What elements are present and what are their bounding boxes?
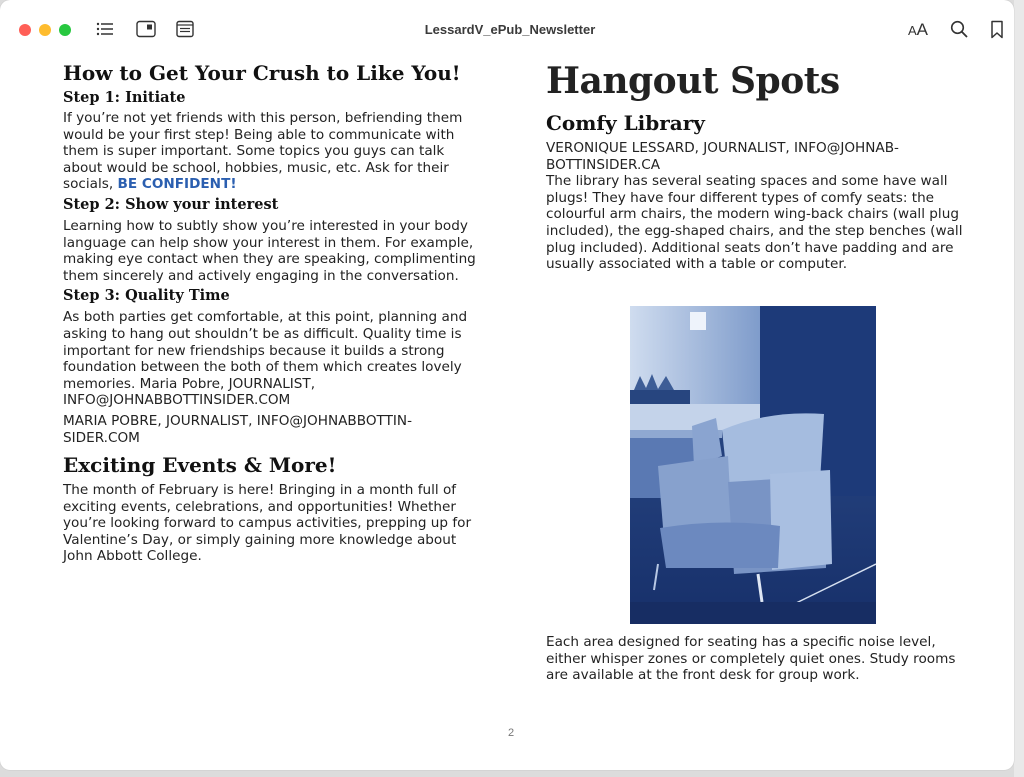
subsection-byline: VERONIQUE LESSARD, JOURNALIST, INFO@JOHNAB-BOTTINSIDER.CA bbox=[546, 140, 899, 173]
close-window-button[interactable] bbox=[19, 24, 31, 36]
left-page bbox=[63, 60, 483, 565]
events-heading: Exciting Events & More! bbox=[63, 453, 337, 478]
maximize-window-button[interactable] bbox=[59, 24, 71, 36]
background-window-edge bbox=[1014, 0, 1024, 777]
subsection-heading: Comfy Library bbox=[546, 111, 705, 135]
step1-text: If you’re not yet friends with this person, befriending them would be your first step! Being able to communicate with them is super important. Some topics you guys can talk about would be school, hobbies, music, etc. Ask for their socials, bbox=[63, 110, 463, 193]
font-size-large-label: A bbox=[916, 20, 929, 39]
step2-paragraph: Learning how to subtly show you’re interested in your body language can help show your interest in them. For example, making eye contact when they are speaking, complimenting them sincerely and actively engaging in the conversation. bbox=[63, 217, 476, 284]
step2-title: Step 2: Show your interest bbox=[63, 195, 279, 213]
sidebar-icon[interactable] bbox=[136, 20, 156, 38]
be-confident-link[interactable]: BE CONFIDENT! bbox=[117, 176, 237, 193]
step3-title: Step 3: Quality Time bbox=[63, 287, 230, 305]
minimize-window-button[interactable] bbox=[39, 24, 51, 36]
library-paragraph: The library has several seating spaces and some have wall plugs! They have four different types of comfy seats: the colourful arm chairs, the modern wing-back chairs (wall plug included), the egg-shaped chairs, and the step benches (wall plug included). Additional seats don’t have padding and are usually associated with a table or computer. bbox=[546, 173, 963, 273]
font-size-button[interactable] bbox=[908, 20, 928, 40]
article-byline: MARIA POBRE, JOURNALIST, INFO@JOHNABBOTTIN-SIDER.COM bbox=[63, 412, 412, 446]
noise-level-paragraph: Each area designed for seating has a specific noise level, either whisper zones or completely quiet ones. Study rooms are available at the front desk for group work. bbox=[546, 634, 956, 684]
article-heading: How to Get Your Crush to Like You! bbox=[63, 61, 461, 85]
events-paragraph: The month of February is here! Bringing in a month full of exciting events, celebrations, and opportunities! Whether you’re looking forward to campus activities, prepping up for Valentine’s Day, or simply gaining more knowledge about John Abbott College. bbox=[63, 482, 472, 565]
list-icon[interactable] bbox=[96, 20, 114, 38]
step1-title: Step 1: Initiate bbox=[63, 89, 186, 106]
step1-paragraph bbox=[63, 110, 483, 193]
bookmark-icon[interactable] bbox=[990, 20, 1004, 39]
right-page bbox=[546, 58, 966, 273]
page-number: 2 bbox=[507, 727, 515, 739]
library-chair-photo bbox=[630, 306, 876, 624]
font-size-small-label: A bbox=[908, 23, 917, 38]
section-heading: Hangout Spots bbox=[546, 60, 840, 102]
title-bar bbox=[0, 0, 1014, 58]
window-title: LessardV_ePub_Newsletter bbox=[424, 22, 596, 37]
library-icon[interactable] bbox=[176, 20, 194, 38]
step3-paragraph: As both parties get comfortable, at this point, planning and asking to hang out shouldn’t be as difficult. Quality time is important for new friendships because it builds a strong foundation between the both of them which creates lovely memories. Maria Pobre, JOURNALIST, INFO@JOHNABBOTTINSIDER.COM bbox=[63, 309, 468, 409]
search-icon[interactable] bbox=[950, 20, 968, 38]
